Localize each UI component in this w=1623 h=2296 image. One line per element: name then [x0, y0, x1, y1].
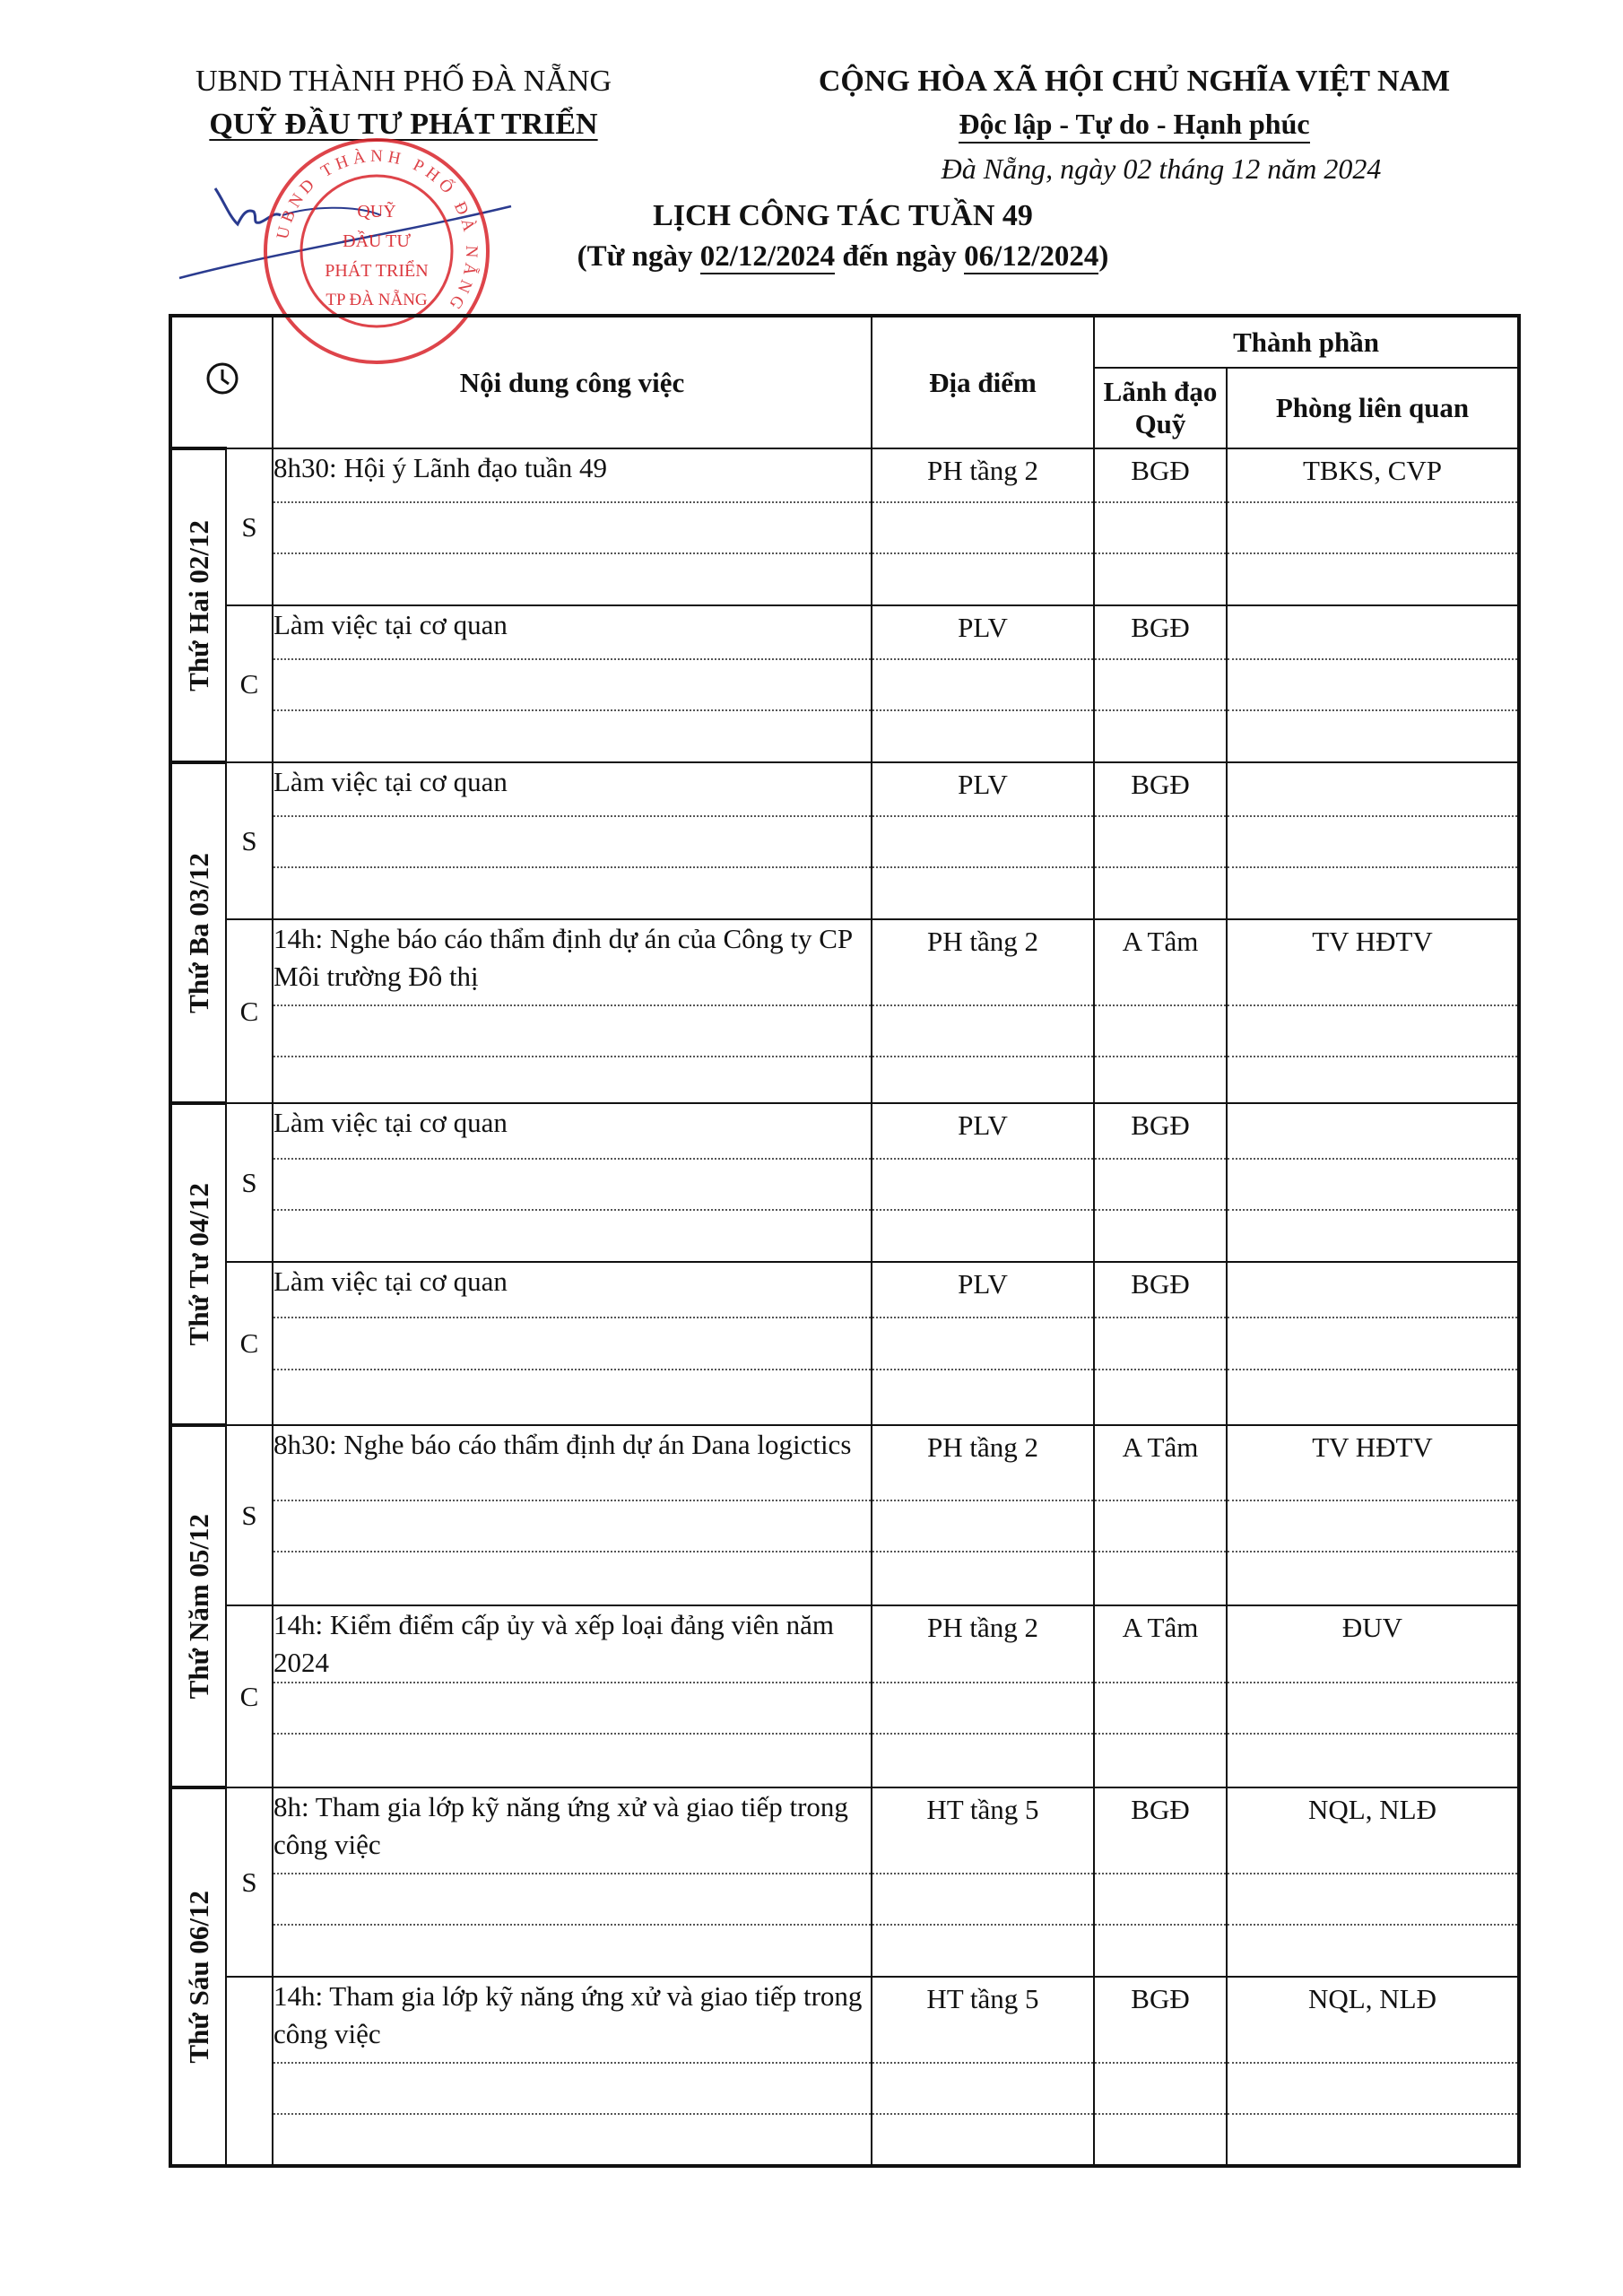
table-row: [170, 1103, 1519, 1159]
location-cell: [872, 553, 1094, 605]
content-cell: [273, 1552, 872, 1605]
table-row: [170, 1925, 1519, 1977]
day-name: Thứ Năm 05/12: [182, 1513, 214, 1700]
dept-cell: [1227, 1159, 1519, 1210]
location-cell: [872, 1734, 1094, 1787]
table-row: [170, 867, 1519, 919]
location-cell: PLV: [872, 605, 1094, 659]
leader-cell: BGĐ: [1094, 1103, 1227, 1159]
table-row: [170, 1734, 1519, 1787]
day-name: Thứ Sáu 06/12: [182, 1890, 214, 2064]
table-row: [170, 1262, 1519, 1318]
national-motto: [744, 108, 1524, 141]
dept-cell: [1227, 502, 1519, 553]
leader-cell: [1094, 1318, 1227, 1370]
content-cell: 8h30: Nghe báo cáo thẩm định dự án Dana logictics: [273, 1425, 872, 1500]
dept-cell: [1227, 1370, 1519, 1425]
leader-cell: [1094, 1210, 1227, 1262]
leader-cell: [1094, 2114, 1227, 2166]
subtitle-to-date: 06/12/2024: [964, 240, 1099, 273]
leader-cell: [1094, 710, 1227, 762]
leader-cell: BGĐ: [1094, 762, 1227, 816]
dept-cell: [1227, 1925, 1519, 1977]
session-label: C: [226, 605, 273, 762]
content-cell: [273, 1925, 872, 1977]
content-cell: Làm việc tại cơ quan: [273, 605, 872, 659]
content-cell: 8h30: Hội ý Lãnh đạo tuần 49: [273, 448, 872, 502]
table-row: [170, 816, 1519, 867]
subtitle-prefix: (Từ ngày: [577, 240, 700, 273]
dept-cell: TBKS, CVP: [1227, 448, 1519, 502]
seal-line-3: PHÁT TRIỂN: [325, 261, 429, 281]
leader-cell: [1094, 1552, 1227, 1605]
dept-cell: [1227, 762, 1519, 816]
location-cell: [872, 1159, 1094, 1210]
table-row: [170, 1210, 1519, 1262]
table-row: [170, 1425, 1519, 1500]
dept-cell: NQL, NLĐ: [1227, 1977, 1519, 2063]
table-row: [170, 1787, 1519, 1874]
content-cell: Làm việc tại cơ quan: [273, 1262, 872, 1318]
location-cell: [872, 710, 1094, 762]
clock-header-cell: [170, 316, 273, 448]
location-cell: [872, 2114, 1094, 2166]
session-label: S: [226, 762, 273, 919]
content-cell: [273, 659, 872, 710]
table-row: [170, 1370, 1519, 1425]
session-label: S: [226, 1425, 273, 1605]
content-cell: [273, 1210, 872, 1262]
dept-cell: [1227, 710, 1519, 762]
location-cell: PH tầng 2: [872, 448, 1094, 502]
day-cell: [170, 1103, 226, 1425]
location-cell: [872, 2063, 1094, 2114]
leader-cell: [1094, 816, 1227, 867]
content-cell: Làm việc tại cơ quan: [273, 762, 872, 816]
day-cell: [170, 448, 226, 762]
location-cell: [872, 1925, 1094, 1977]
table-row: [170, 502, 1519, 553]
location-cell: [872, 1318, 1094, 1370]
location-cell: PH tầng 2: [872, 919, 1094, 1005]
dept-cell: [1227, 553, 1519, 605]
location-header: Địa điểm: [872, 316, 1094, 448]
national-motto-text: Độc lập - Tự do - Hạnh phúc: [959, 108, 1309, 144]
dept-cell: [1227, 1874, 1519, 1925]
schedule-table: [169, 314, 1521, 2168]
seal-ring-text: UBND THÀNH PHỐ ĐÀ NẴNG: [273, 146, 482, 317]
day-name: Thứ Ba 03/12: [182, 852, 214, 1013]
table-row: [170, 1005, 1519, 1057]
location-cell: [872, 867, 1094, 919]
content-header: Nội dung công việc: [273, 316, 872, 448]
location-cell: [872, 1210, 1094, 1262]
organization-name-text: QUỸ ĐẦU TƯ PHÁT TRIỂN: [209, 108, 598, 141]
table-row: [170, 1874, 1519, 1925]
session-label: S: [226, 1103, 273, 1262]
content-cell: 14h: Kiểm điểm cấp ủy và xếp loại đảng viên năm 2024: [273, 1605, 872, 1683]
table-row: [170, 710, 1519, 762]
dept-cell: [1227, 1057, 1519, 1103]
dept-cell: ĐUV: [1227, 1605, 1519, 1683]
table-row: [170, 1500, 1519, 1552]
dept-cell: [1227, 605, 1519, 659]
dept-cell: NQL, NLĐ: [1227, 1787, 1519, 1874]
content-cell: [273, 502, 872, 553]
session-label: [226, 1977, 273, 2166]
location-cell: PH tầng 2: [872, 1605, 1094, 1683]
content-cell: [273, 1057, 872, 1103]
table-row: [170, 1159, 1519, 1210]
subtitle-suffix: ): [1098, 240, 1109, 273]
leader-cell: BGĐ: [1094, 448, 1227, 502]
leader-cell: [1094, 1925, 1227, 1977]
dept-cell: [1227, 2114, 1519, 2166]
leader-cell: [1094, 867, 1227, 919]
location-cell: HT tầng 5: [872, 1977, 1094, 2063]
table-row: [170, 1683, 1519, 1734]
content-cell: Làm việc tại cơ quan: [273, 1103, 872, 1159]
dept-cell: TV HĐTV: [1227, 919, 1519, 1005]
table-row: [170, 2114, 1519, 2166]
leader-cell: BGĐ: [1094, 1977, 1227, 2063]
participants-header: Thành phần: [1094, 316, 1519, 368]
organization-parent: UBND THÀNH PHỐ ĐÀ NẴNG: [195, 65, 612, 98]
location-cell: [872, 502, 1094, 553]
leader-cell: A Tâm: [1094, 1425, 1227, 1500]
content-cell: [273, 867, 872, 919]
location-cell: [872, 659, 1094, 710]
location-cell: PLV: [872, 1103, 1094, 1159]
day-cell: [170, 1787, 226, 2166]
leader-cell: [1094, 553, 1227, 605]
table-row: [170, 1977, 1519, 2063]
leader-cell: BGĐ: [1094, 1787, 1227, 1874]
leader-cell: [1094, 1057, 1227, 1103]
table-row: [170, 1552, 1519, 1605]
dept-cell: [1227, 1103, 1519, 1159]
content-cell: 8h: Tham gia lớp kỹ năng ứng xử và giao tiếp trong công việc: [273, 1787, 872, 1874]
content-cell: [273, 710, 872, 762]
content-cell: [273, 2063, 872, 2114]
leader-cell: [1094, 1874, 1227, 1925]
session-label: S: [226, 1787, 273, 1977]
document-subtitle: [502, 240, 1184, 274]
leader-cell: [1094, 502, 1227, 553]
table-row: [170, 1605, 1519, 1683]
dept-cell: [1227, 1552, 1519, 1605]
dept-cell: [1227, 867, 1519, 919]
clock-icon: [204, 361, 240, 396]
table-row: [170, 2063, 1519, 2114]
location-cell: HT tầng 5: [872, 1787, 1094, 1874]
location-cell: PH tầng 2: [872, 1425, 1094, 1500]
location-cell: [872, 1500, 1094, 1552]
leader-cell: [1094, 1370, 1227, 1425]
content-cell: [273, 1159, 872, 1210]
dept-cell: [1227, 816, 1519, 867]
national-title: CỘNG HÒA XÃ HỘI CHỦ NGHĨA VIỆT NAM: [818, 65, 1451, 98]
location-cell: [872, 1370, 1094, 1425]
session-label: C: [226, 1605, 273, 1787]
day-cell: [170, 762, 226, 1103]
leader-cell: [1094, 1005, 1227, 1057]
dept-cell: [1227, 1262, 1519, 1318]
content-cell: 14h: Tham gia lớp kỹ năng ứng xử và giao tiếp trong công việc: [273, 1977, 872, 2063]
dept-cell: [1227, 1683, 1519, 1734]
location-cell: [872, 816, 1094, 867]
dept-header: Phòng liên quan: [1227, 368, 1519, 448]
day-name: Thứ Hai 02/12: [182, 519, 214, 691]
leader-cell: A Tâm: [1094, 1605, 1227, 1683]
dept-cell: [1227, 1005, 1519, 1057]
leader-cell: [1094, 1159, 1227, 1210]
table-row: [170, 1057, 1519, 1103]
leader-cell: [1094, 1500, 1227, 1552]
table-row: [170, 762, 1519, 816]
leader-cell: BGĐ: [1094, 605, 1227, 659]
leader-cell: BGĐ: [1094, 1262, 1227, 1318]
dept-cell: [1227, 659, 1519, 710]
location-cell: [872, 1874, 1094, 1925]
session-label: C: [226, 919, 273, 1103]
leader-cell: [1094, 659, 1227, 710]
content-cell: [273, 1683, 872, 1734]
location-cell: PLV: [872, 1262, 1094, 1318]
session-label: C: [226, 1262, 273, 1425]
day-name: Thứ Tư 04/12: [182, 1182, 214, 1346]
session-label: S: [226, 448, 273, 605]
dept-cell: [1227, 2063, 1519, 2114]
content-cell: [273, 1874, 872, 1925]
dept-cell: [1227, 1734, 1519, 1787]
content-cell: [273, 1500, 872, 1552]
subtitle-mid: đến ngày: [835, 240, 965, 273]
seal-line-4: TP ĐÀ NẴNG: [325, 291, 428, 309]
day-cell: [170, 1425, 226, 1787]
content-cell: [273, 1370, 872, 1425]
seal-line-2: ĐẦU TƯ: [343, 231, 411, 251]
dateline: Đà Nẵng, ngày 02 tháng 12 năm 2024: [941, 152, 1382, 185]
content-cell: [273, 1005, 872, 1057]
leader-header: Lãnh đạo Quỹ: [1094, 368, 1227, 448]
content-cell: [273, 816, 872, 867]
leader-cell: [1094, 1734, 1227, 1787]
table-row: [170, 919, 1519, 1005]
dept-cell: [1227, 1210, 1519, 1262]
table-row: [170, 659, 1519, 710]
content-cell: [273, 1734, 872, 1787]
content-cell: [273, 1318, 872, 1370]
subtitle-from-date: 02/12/2024: [699, 240, 836, 273]
table-row: [170, 1318, 1519, 1370]
location-cell: [872, 1057, 1094, 1103]
dept-cell: [1227, 1318, 1519, 1370]
location-cell: [872, 1683, 1094, 1734]
dept-cell: [1227, 1500, 1519, 1552]
leader-cell: [1094, 2063, 1227, 2114]
table-row: [170, 448, 1519, 502]
leader-cell: [1094, 1683, 1227, 1734]
content-cell: [273, 553, 872, 605]
schedule-body: [170, 448, 1519, 2166]
table-row: [170, 605, 1519, 659]
table-row: [170, 553, 1519, 605]
leader-cell: A Tâm: [1094, 919, 1227, 1005]
location-cell: [872, 1005, 1094, 1057]
content-cell: 14h: Nghe báo cáo thẩm định dự án của Công ty CP Môi trường Đô thị: [273, 919, 872, 1005]
content-cell: [273, 2114, 872, 2166]
location-cell: PLV: [872, 762, 1094, 816]
seal-line-1: QUỸ: [357, 202, 396, 222]
location-cell: [872, 1552, 1094, 1605]
dept-cell: TV HĐTV: [1227, 1425, 1519, 1500]
document-title: LỊCH CÔNG TÁC TUẦN 49: [653, 199, 1033, 232]
